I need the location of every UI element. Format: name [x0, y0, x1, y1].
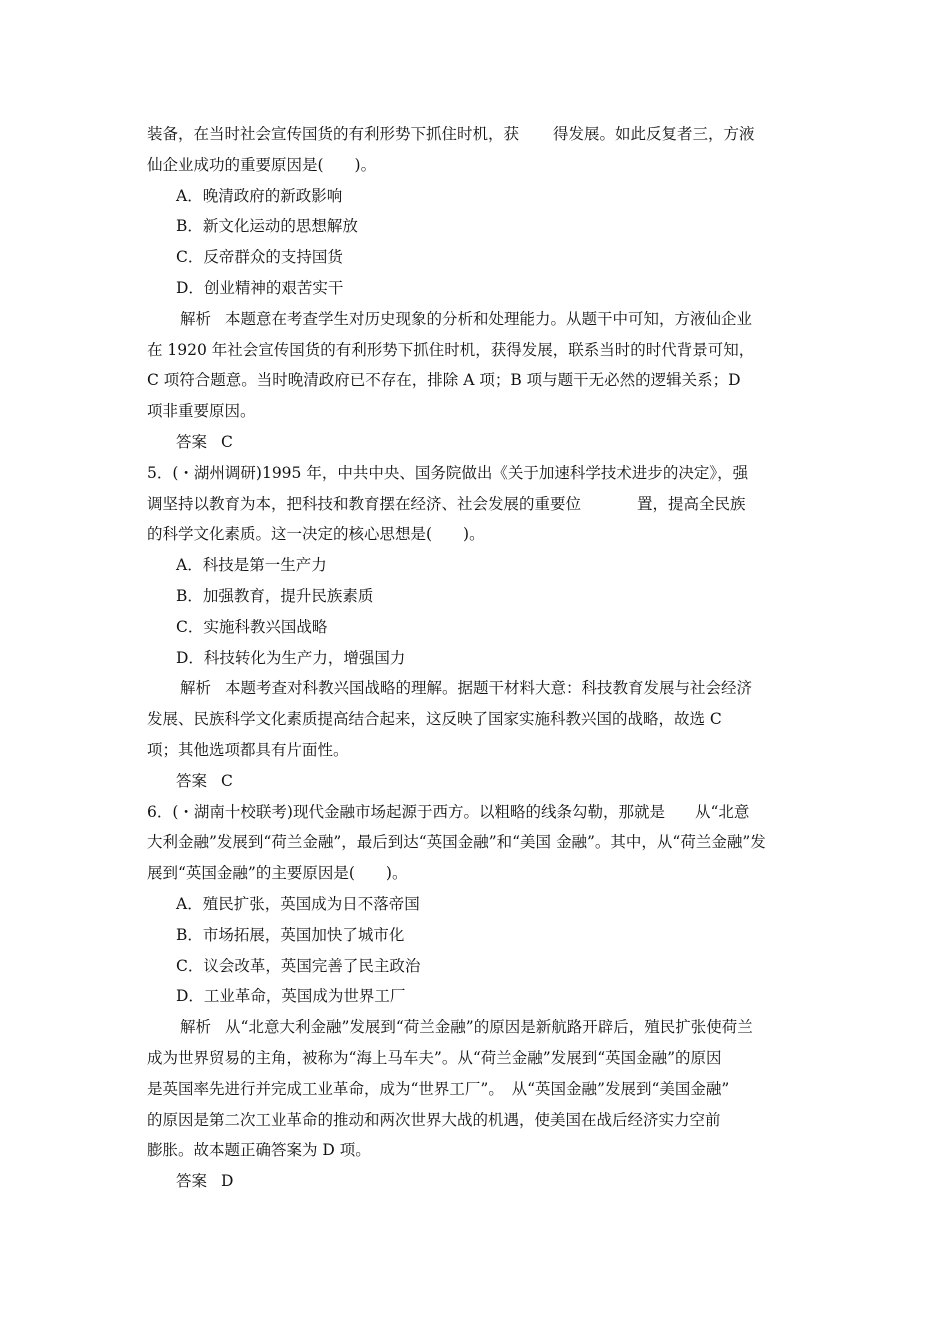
q6-stem-line-2: 大利金融”发展到“荷兰金融”，最后到达“英国金融”和“美国 金融”。其中，从“荷兰金融”发 — [147, 833, 766, 851]
q5-option-d: D．科技转化为生产力，增强国力 — [176, 649, 406, 667]
q6-analysis-line-3: 是英国率先进行并完成工业革命，成为“世界工厂”。 从“英国金融”发展到“美国金融” — [147, 1080, 730, 1098]
q4-stem-line-1a: 装备，在当时社会宣传国货的有利形势下抓住时机，获 — [147, 125, 520, 143]
q5-stem-line-2 — [147, 494, 746, 514]
q5-analysis-label: 解析 — [180, 679, 212, 697]
q4-option-d: D．创业精神的艰苦实干 — [176, 279, 344, 297]
q6-analysis-label: 解析 — [180, 1018, 212, 1036]
q5-option-b: B．加强教育，提升民族素质 — [176, 587, 374, 605]
q4-stem-line-2: 仙企业成功的重要原因是( )。 — [147, 156, 377, 174]
q5-answer-label: 答案 — [176, 772, 208, 790]
q4-stem-line-1 — [147, 124, 755, 144]
q6-analysis-text-1: 从“北意大利金融”发展到“荷兰金融”的原因是新航路开辟后，殖民扩张使荷兰 — [225, 1018, 753, 1036]
q5-stem-line-1: 5．(・湖州调研)1995 年，中共中央、国务院做出《关于加速科学技术进步的决定》，强 — [147, 464, 749, 482]
q6-analysis-line-1 — [180, 1017, 753, 1037]
q4-answer-value: C — [221, 433, 233, 451]
q4-analysis-line-4: 项非重要原因。 — [147, 402, 256, 420]
q4-analysis-label: 解析 — [180, 310, 212, 328]
q5-analysis-line-3: 项；其他选项都具有片面性。 — [147, 741, 349, 759]
q4-analysis-line-3: C 项符合题意。当时晚清政府已不存在，排除 A 项；B 项与题干无必然的逻辑关系；D — [147, 371, 741, 389]
q6-analysis-line-2: 成为世界贸易的主角，被称为“海上马车夫”。从“荷兰金融”发展到“英国金融”的原因 — [147, 1049, 722, 1067]
q5-option-c: C．实施科教兴国战略 — [176, 618, 328, 636]
q6-analysis-line-5: 膨胀。故本题正确答案为 D 项。 — [147, 1141, 371, 1159]
q6-stem-line-3: 展到“英国金融”的主要原因是( )。 — [147, 864, 408, 882]
q6-answer-label: 答案 — [176, 1172, 208, 1190]
q6-answer — [176, 1171, 233, 1191]
q6-option-d: D．工业革命，英国成为世界工厂 — [176, 987, 406, 1005]
q6-stem-line-1b: 从“北意 — [694, 803, 750, 821]
q4-analysis-line-2: 在 1920 年社会宣传国货的有利形势下抓住时机，获得发展，联系当时的时代背景可知， — [147, 341, 755, 359]
q5-stem-line-2b: 置，提高全民族 — [637, 495, 746, 513]
q6-option-a: A．殖民扩张，英国成为日不落帝国 — [176, 895, 420, 913]
q6-stem-line-1 — [147, 802, 749, 822]
q6-option-c: C．议会改革，英国完善了民主政治 — [176, 957, 421, 975]
q5-analysis-line-1 — [180, 678, 752, 698]
q4-option-c: C．反帝群众的支持国货 — [176, 248, 343, 266]
q5-analysis-text-1: 本题考查对科教兴国战略的理解。据题干材料大意：科技教育发展与社会经济 — [225, 679, 753, 697]
q4-option-b: B．新文化运动的思想解放 — [176, 217, 358, 235]
q5-analysis-line-2: 发展、民族科学文化素质提高结合起来，这反映了国家实施科教兴国的战略，故选 C — [147, 710, 722, 728]
q4-analysis-text-1: 本题意在考查学生对历史现象的分析和处理能力。从题干中可知，方液仙企业 — [225, 310, 753, 328]
q4-answer-label: 答案 — [176, 433, 208, 451]
q5-answer — [176, 771, 233, 791]
q5-stem-line-2a: 调坚持以教育为本，把科技和教育摆在经济、社会发展的重要位 — [147, 495, 582, 513]
q4-stem-line-1b: 得发展。如此反复者三，方液 — [553, 125, 755, 143]
q4-analysis-line-1 — [180, 309, 752, 329]
q6-answer-value: D — [221, 1172, 234, 1190]
q5-stem-line-3: 的科学文化素质。这一决定的核心思想是( )。 — [147, 525, 485, 543]
q4-answer — [176, 432, 233, 452]
q4-option-a: A．晚清政府的新政影响 — [176, 187, 343, 205]
q6-stem-line-1a: 6．(・湖南十校联考)现代金融市场起源于西方。以粗略的线条勾勒，那就是 — [147, 803, 665, 821]
q5-answer-value: C — [221, 772, 233, 790]
q6-analysis-line-4: 的原因是第二次工业革命的推动和两次世界大战的机遇，使美国在战后经济实力空前 — [147, 1111, 721, 1129]
q5-option-a: A．科技是第一生产力 — [176, 556, 327, 574]
q6-option-b: B．市场拓展，英国加快了城市化 — [176, 926, 405, 944]
